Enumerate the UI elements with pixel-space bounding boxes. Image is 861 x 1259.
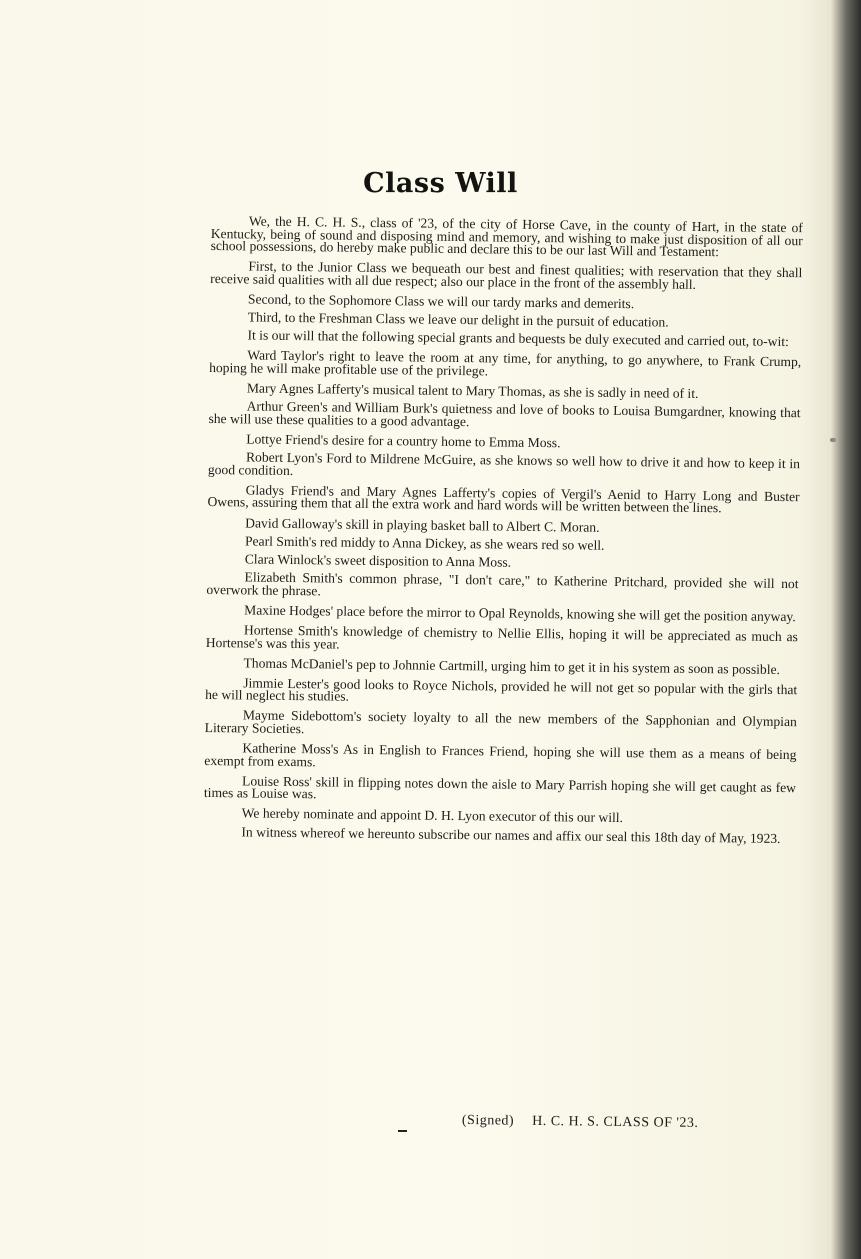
bequest-item: Elizabeth Smith's common phrase, "I don't care," to Katherine Pritchard, provided she will not overwork the phrase. bbox=[206, 569, 799, 599]
bequest-item: Robert Lyon's Ford to Mildrene McGuire, as she knows so well how to drive it and how to keep it in good condition. bbox=[207, 449, 801, 478]
paragraph-preamble: We, the H. C. H. S., class of '23, of the city of Horse Cave, in the county of Hart, in the state of Kentucky, being of sound and disposing mind and memory, and wishing to make just disposition of all our school possessions, do hereby make public and declare this to be our last Will and Testament: bbox=[210, 213, 803, 260]
bequest-item: Hortense Smith's knowledge of chemistry to Nellie Ellis, hoping it will be appreciated as much as Hortense's was this year. bbox=[205, 622, 798, 652]
bequest-item: Clara Winlock's sweet disposition to Anna Moss. bbox=[244, 551, 512, 570]
bequest-item: Gladys Friend's and Mary Agnes Lafferty's copies of Vergil's Aenid to Harry Long and Buster Owens, assuring them that all the extra work and hard words will be written between the lines. bbox=[207, 482, 800, 516]
paragraph-second: Second, to the Sophomore Class we will our tardy marks and demerits. bbox=[247, 291, 635, 312]
bequest-item: Mayme Sidebottom's society loyalty to all the new members of the Sapphonian and Olympian Literary Societies. bbox=[204, 707, 797, 737]
bequest-item: Maxine Hodges' place before the mirror to Opal Reynolds, knowing she will get the position anyway. bbox=[244, 602, 796, 624]
bequest-item: Ward Taylor's right to leave the room at any time, for anything, to go anywhere, to Frank Crump, hoping he will make profitable use of the privilege. bbox=[209, 347, 802, 379]
bequest-item: Katherine Moss's As in English to Frances Friend, hoping she will use them as a means of being exempt from exams. bbox=[204, 740, 797, 769]
bequest-item: Thomas McDaniel's pep to Johnnie Cartmill, urging him to get it in his system as soon as possible. bbox=[243, 655, 781, 677]
bequest-item: David Galloway's skill in playing basket ball to Albert C. Moran. bbox=[245, 515, 600, 535]
paragraph-third: Third, to the Freshman Class we leave our delight in the pursuit of education. bbox=[247, 309, 669, 330]
bequest-item: Mary Agnes Lafferty's musical talent to Mary Thomas, as she is sadly in need of it. bbox=[246, 380, 699, 402]
bequest-item: Pearl Smith's red middy to Anna Dickey, as she wears red so well. bbox=[244, 533, 605, 553]
bequest-item: Lottye Friend's desire for a country home to Emma Moss. bbox=[246, 431, 561, 451]
bequest-item: Jimmie Lester's good looks to Royce Nichols, provided he will not get so popular with the girls that he will neglect his studies. bbox=[205, 675, 798, 705]
page-title: Class Will bbox=[363, 168, 518, 199]
page-edge-mark bbox=[830, 438, 836, 442]
signature-line bbox=[462, 1113, 699, 1132]
bequest-item: Louise Ross' skill in flipping notes down the aisle to Mary Parrish hoping she will get caught as few times as Louise was. bbox=[203, 773, 797, 802]
paragraph-first: First, to the Junior Class we bequeath our best and finest qualities; with reservation that they shall receive said qualities with all due respect; also our place in the front of the assembly hall. bbox=[210, 258, 803, 292]
paragraph-witness: In witness whereof we hereunto subscribe our names and affix our seal this 18th day of May, 1923. bbox=[241, 824, 781, 846]
will-body bbox=[203, 215, 803, 853]
signed-label: (Signed) bbox=[461, 1113, 515, 1129]
signature-name: H. C. H. S. CLASS OF '23. bbox=[532, 1113, 699, 1131]
dash-mark bbox=[398, 1130, 407, 1132]
paragraph-executor: We hereby nominate and appoint D. H. Lyon executor of this our will. bbox=[241, 805, 624, 826]
paragraph-special-grants: It is our will that the following special grants and bequests be duly executed and carried out, to-wit: bbox=[247, 327, 789, 350]
bequest-item: Arthur Green's and William Burk's quietness and love of books to Louisa Bumgardner, knowing that she will use these qualities to a good advantage. bbox=[208, 398, 801, 430]
